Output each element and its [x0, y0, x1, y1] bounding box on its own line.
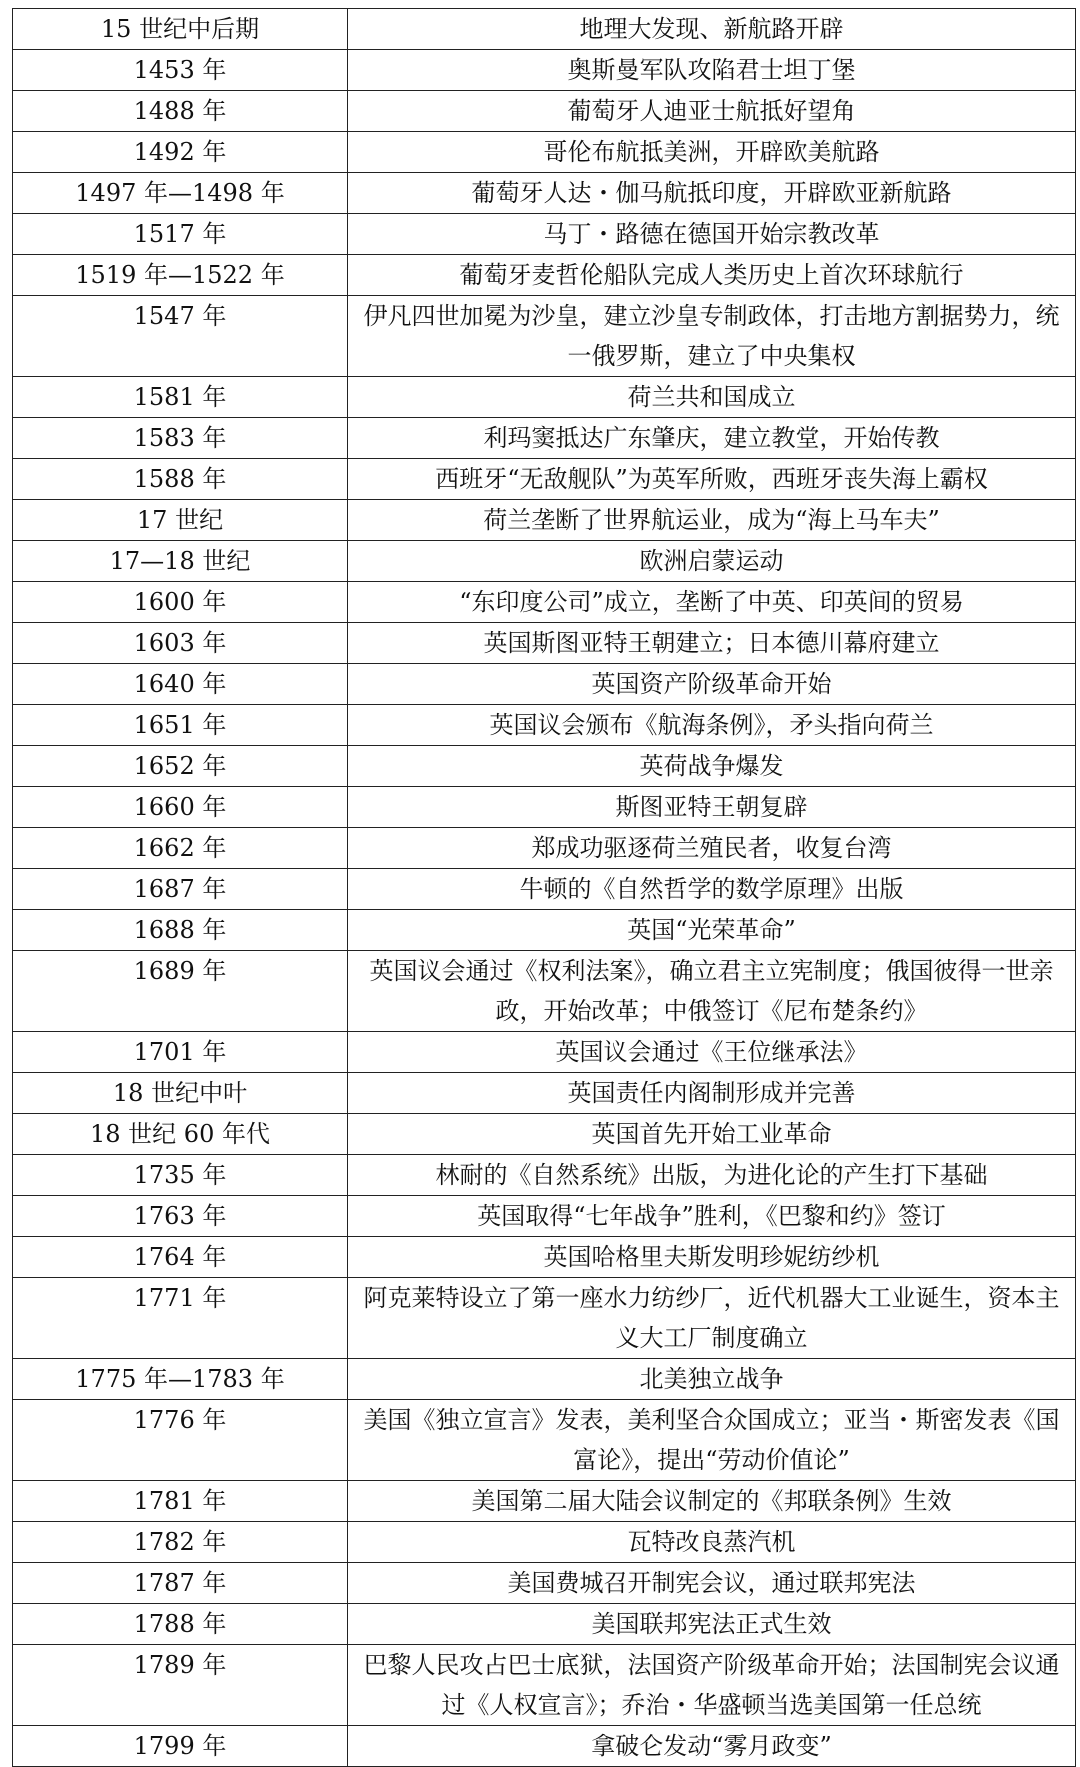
date-cell: 1600 年 [13, 582, 348, 623]
event-cell: 英国取得“七年战争”胜利，《巴黎和约》签订 [348, 1196, 1076, 1237]
table-row [13, 1604, 1076, 1645]
date-cell: 1453 年 [13, 50, 348, 91]
table-row [13, 255, 1076, 296]
date-cell: 1497 年—1498 年 [13, 173, 348, 214]
event-cell: 美国费城召开制宪会议，通过联邦宪法 [348, 1563, 1076, 1604]
event-cell: 英国斯图亚特王朝建立；日本德川幕府建立 [348, 623, 1076, 664]
date-cell: 1799 年 [13, 1726, 348, 1767]
date-cell: 1662 年 [13, 828, 348, 869]
table-row [13, 541, 1076, 582]
table-row [13, 910, 1076, 951]
event-cell: 哥伦布航抵美洲，开辟欧美航路 [348, 132, 1076, 173]
event-cell: 英国哈格里夫斯发明珍妮纺纱机 [348, 1237, 1076, 1278]
timeline-table [12, 8, 1076, 1767]
event-cell: 英荷战争爆发 [348, 746, 1076, 787]
event-cell: 伊凡四世加冕为沙皇，建立沙皇专制政体，打击地方割据势力，统一俄罗斯，建立了中央集权 [348, 296, 1076, 377]
table-row [13, 1726, 1076, 1767]
table-row [13, 418, 1076, 459]
table-row [13, 50, 1076, 91]
table-row [13, 214, 1076, 255]
event-cell: 利玛窦抵达广东肇庆，建立教堂，开始传教 [348, 418, 1076, 459]
table-row [13, 1522, 1076, 1563]
date-cell: 1788 年 [13, 1604, 348, 1645]
date-cell: 1581 年 [13, 377, 348, 418]
table-row [13, 1155, 1076, 1196]
table-row [13, 746, 1076, 787]
date-cell: 1688 年 [13, 910, 348, 951]
table-row [13, 1400, 1076, 1481]
date-cell: 1660 年 [13, 787, 348, 828]
table-row [13, 1032, 1076, 1073]
table-row [13, 1563, 1076, 1604]
date-cell: 1651 年 [13, 705, 348, 746]
date-cell: 1782 年 [13, 1522, 348, 1563]
table-row [13, 173, 1076, 214]
table-row [13, 459, 1076, 500]
event-cell: 巴黎人民攻占巴士底狱，法国资产阶级革命开始；法国制宪会议通过《人权宣言》；乔治・华盛顿当选美国第一任总统 [348, 1645, 1076, 1726]
date-cell: 1519 年—1522 年 [13, 255, 348, 296]
table-row [13, 1359, 1076, 1400]
date-cell: 1583 年 [13, 418, 348, 459]
table-row [13, 582, 1076, 623]
date-cell: 1787 年 [13, 1563, 348, 1604]
event-cell: 奥斯曼军队攻陷君士坦丁堡 [348, 50, 1076, 91]
table-row [13, 500, 1076, 541]
event-cell: 英国“光荣革命” [348, 910, 1076, 951]
date-cell: 1764 年 [13, 1237, 348, 1278]
date-cell: 1735 年 [13, 1155, 348, 1196]
event-cell: 英国议会通过《王位继承法》 [348, 1032, 1076, 1073]
event-cell: 英国责任内阁制形成并完善 [348, 1073, 1076, 1114]
date-cell: 17 世纪 [13, 500, 348, 541]
date-cell: 1547 年 [13, 296, 348, 377]
event-cell: 葡萄牙麦哲伦船队完成人类历史上首次环球航行 [348, 255, 1076, 296]
event-cell: 葡萄牙人迪亚士航抵好望角 [348, 91, 1076, 132]
table-row [13, 1645, 1076, 1726]
event-cell: 西班牙“无敌舰队”为英军所败，西班牙丧失海上霸权 [348, 459, 1076, 500]
table-row [13, 9, 1076, 50]
event-cell: 郑成功驱逐荷兰殖民者，收复台湾 [348, 828, 1076, 869]
date-cell: 1701 年 [13, 1032, 348, 1073]
table-row [13, 705, 1076, 746]
date-cell: 18 世纪 60 年代 [13, 1114, 348, 1155]
event-cell: “东印度公司”成立，垄断了中英、印英间的贸易 [348, 582, 1076, 623]
event-cell: 马丁・路德在德国开始宗教改革 [348, 214, 1076, 255]
date-cell: 1603 年 [13, 623, 348, 664]
date-cell: 1763 年 [13, 1196, 348, 1237]
date-cell: 1492 年 [13, 132, 348, 173]
date-cell: 1687 年 [13, 869, 348, 910]
table-row [13, 1278, 1076, 1359]
event-cell: 欧洲启蒙运动 [348, 541, 1076, 582]
table-row [13, 787, 1076, 828]
event-cell: 葡萄牙人达・伽马航抵印度，开辟欧亚新航路 [348, 173, 1076, 214]
table-row [13, 377, 1076, 418]
event-cell: 英国资产阶级革命开始 [348, 664, 1076, 705]
table-row [13, 91, 1076, 132]
date-cell: 1789 年 [13, 1645, 348, 1726]
date-cell: 1652 年 [13, 746, 348, 787]
event-cell: 阿克莱特设立了第一座水力纺纱厂，近代机器大工业诞生，资本主义大工厂制度确立 [348, 1278, 1076, 1359]
event-cell: 荷兰共和国成立 [348, 377, 1076, 418]
date-cell: 17—18 世纪 [13, 541, 348, 582]
table-row [13, 1196, 1076, 1237]
event-cell: 拿破仑发动“雾月政变” [348, 1726, 1076, 1767]
event-cell: 林耐的《自然系统》出版，为进化论的产生打下基础 [348, 1155, 1076, 1196]
table-row [13, 1237, 1076, 1278]
event-cell: 牛顿的《自然哲学的数学原理》出版 [348, 869, 1076, 910]
event-cell: 斯图亚特王朝复辟 [348, 787, 1076, 828]
table-row [13, 1073, 1076, 1114]
date-cell: 1776 年 [13, 1400, 348, 1481]
event-cell: 美国第二届大陆会议制定的《邦联条例》生效 [348, 1481, 1076, 1522]
date-cell: 1689 年 [13, 951, 348, 1032]
timeline-rows [13, 9, 1076, 1767]
date-cell: 1488 年 [13, 91, 348, 132]
table-row [13, 951, 1076, 1032]
date-cell: 1517 年 [13, 214, 348, 255]
table-row [13, 296, 1076, 377]
date-cell: 1640 年 [13, 664, 348, 705]
table-row [13, 1481, 1076, 1522]
date-cell: 1781 年 [13, 1481, 348, 1522]
event-cell: 荷兰垄断了世界航运业，成为“海上马车夫” [348, 500, 1076, 541]
table-row [13, 1114, 1076, 1155]
date-cell: 15 世纪中后期 [13, 9, 348, 50]
event-cell: 瓦特改良蒸汽机 [348, 1522, 1076, 1563]
table-row [13, 664, 1076, 705]
table-row [13, 869, 1076, 910]
table-row [13, 828, 1076, 869]
event-cell: 地理大发现、新航路开辟 [348, 9, 1076, 50]
date-cell: 1775 年—1783 年 [13, 1359, 348, 1400]
date-cell: 1588 年 [13, 459, 348, 500]
event-cell: 北美独立战争 [348, 1359, 1076, 1400]
table-row [13, 132, 1076, 173]
event-cell: 美国联邦宪法正式生效 [348, 1604, 1076, 1645]
event-cell: 英国首先开始工业革命 [348, 1114, 1076, 1155]
table-row [13, 623, 1076, 664]
event-cell: 美国《独立宣言》发表，美利坚合众国成立；亚当・斯密发表《国富论》，提出“劳动价值论” [348, 1400, 1076, 1481]
event-cell: 英国议会颁布《航海条例》，矛头指向荷兰 [348, 705, 1076, 746]
event-cell: 英国议会通过《权利法案》，确立君主立宪制度；俄国彼得一世亲政，开始改革；中俄签订《尼布楚条约》 [348, 951, 1076, 1032]
date-cell: 1771 年 [13, 1278, 348, 1359]
date-cell: 18 世纪中叶 [13, 1073, 348, 1114]
